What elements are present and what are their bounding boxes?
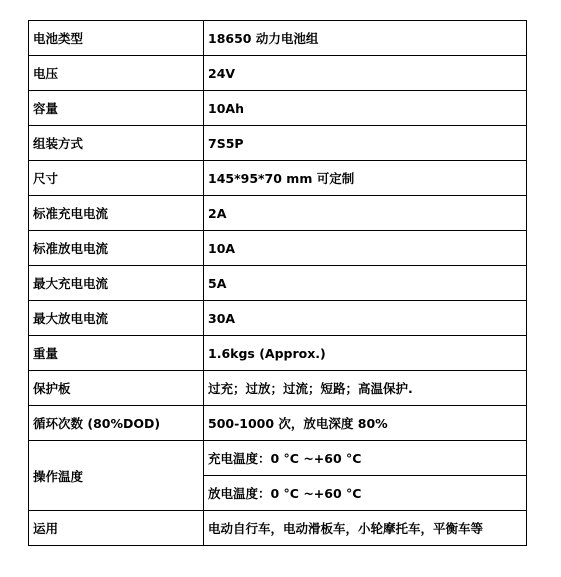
row-value: 145*95*70 mm 可定制: [204, 161, 527, 196]
row-value: 电动自行车，电动滑板车，小轮摩托车，平衡车等: [204, 511, 527, 546]
spec-table: [28, 20, 527, 546]
row-value: 过充；过放；过流；短路；高温保护.: [204, 371, 527, 406]
table-row: [29, 231, 527, 266]
row-value: 30A: [204, 301, 527, 336]
row-value: 5A: [204, 266, 527, 301]
row-value: 1.6kgs (Approx.): [204, 336, 527, 371]
table-row: [29, 56, 527, 91]
row-label: 循环次数 (80%DOD): [29, 406, 204, 441]
row-label: 最大放电电流: [29, 301, 204, 336]
row-label: 最大充电电流: [29, 266, 204, 301]
row-value: 2A: [204, 196, 527, 231]
table-row: [29, 21, 527, 56]
row-label: 重量: [29, 336, 204, 371]
row-label: 尺寸: [29, 161, 204, 196]
table-row: [29, 126, 527, 161]
row-label: 电池类型: [29, 21, 204, 56]
table-row: [29, 266, 527, 301]
row-value: 放电温度：0 °C ~+60 °C: [204, 476, 527, 511]
row-label: 电压: [29, 56, 204, 91]
row-value: 10Ah: [204, 91, 527, 126]
row-label: 组装方式: [29, 126, 204, 161]
row-label: 标准充电电流: [29, 196, 204, 231]
row-label: 保护板: [29, 371, 204, 406]
row-label: 操作温度: [29, 441, 204, 511]
row-value: 10A: [204, 231, 527, 266]
row-value: 500-1000 次，放电深度 80%: [204, 406, 527, 441]
table-row: [29, 441, 527, 476]
row-value: 7S5P: [204, 126, 527, 161]
row-label: 标准放电电流: [29, 231, 204, 266]
table-row: [29, 511, 527, 546]
row-value: 充电温度：0 °C ~+60 °C: [204, 441, 527, 476]
row-label: 容量: [29, 91, 204, 126]
table-row: [29, 301, 527, 336]
row-value: 24V: [204, 56, 527, 91]
table-row: [29, 371, 527, 406]
row-value: 18650 动力电池组: [204, 21, 527, 56]
table-row: [29, 196, 527, 231]
row-label: 运用: [29, 511, 204, 546]
table-row: [29, 406, 527, 441]
table-row: [29, 161, 527, 196]
table-row: [29, 336, 527, 371]
table-row: [29, 91, 527, 126]
